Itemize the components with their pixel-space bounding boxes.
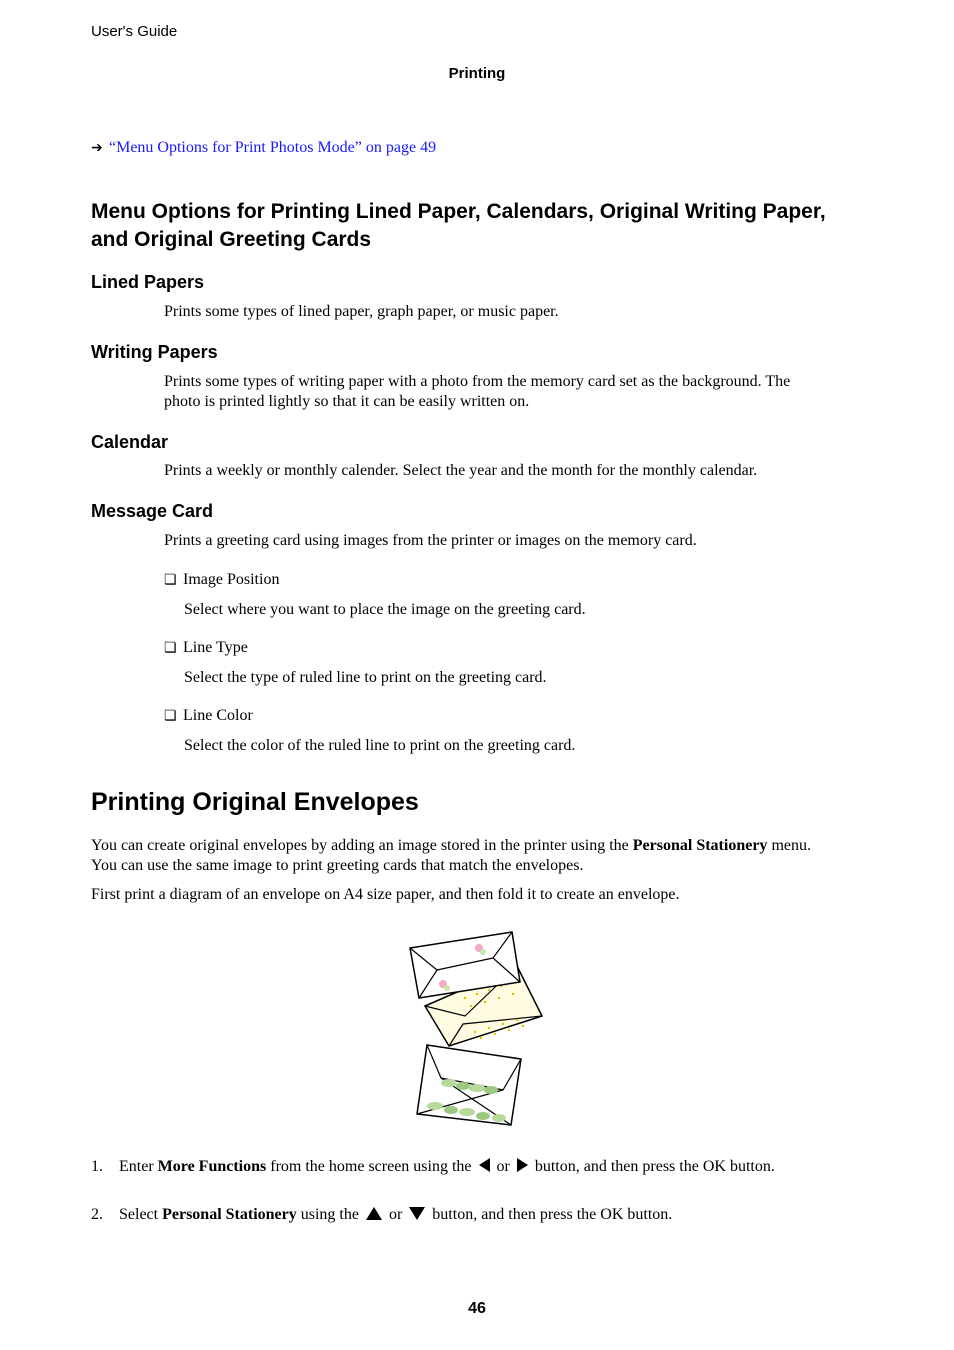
step-number: 2. <box>91 1206 103 1223</box>
lined-papers-text: Prints some types of lined paper, graph paper, or music paper. <box>164 303 559 320</box>
step-1 <box>91 1158 775 1176</box>
text-run: menu. <box>767 837 811 854</box>
text-run: Enter <box>119 1158 158 1175</box>
envelopes-intro <box>91 836 851 876</box>
checkbox-bullet-icon: ❏ <box>164 709 177 724</box>
envelope-illustration <box>405 928 547 1128</box>
step-number: 1. <box>91 1158 103 1175</box>
section-header: Printing <box>448 65 506 82</box>
page-number: 46 <box>468 1300 486 1317</box>
up-arrow-button-icon <box>366 1207 382 1220</box>
text-run: button, and then press the OK button. <box>530 1158 775 1175</box>
option-description: Select the color of the ruled line to print on the greeting card. <box>184 737 576 754</box>
writing-papers-heading: Writing Papers <box>91 342 218 362</box>
menu-options-heading <box>91 198 851 254</box>
option-image-position <box>164 571 279 589</box>
menu-name: Personal Stationery <box>162 1206 297 1223</box>
menu-options-heading-line2: and Original Greeting Cards <box>91 228 372 251</box>
option-label: Image Position <box>183 571 280 588</box>
envelopes-intro-line2: You can use the same image to print greeting cards that match the envelopes. <box>91 857 584 874</box>
cross-reference <box>91 139 436 157</box>
text-run: using the <box>296 1206 363 1223</box>
menu-name: Personal Stationery <box>632 837 768 854</box>
option-label: Line Type <box>183 639 248 656</box>
text-run: button, and then press the OK button. <box>428 1206 673 1223</box>
checkbox-bullet-icon: ❏ <box>164 573 177 588</box>
option-label: Line Color <box>183 707 253 724</box>
menu-name: More Functions <box>157 1158 267 1175</box>
calendar-heading: Calendar <box>91 432 169 452</box>
message-card-text: Prints a greeting card using images from the printer or images on the memory card. <box>164 532 697 549</box>
cross-reference-link[interactable]: “Menu Options for Print Photos Mode” on page 49 <box>109 139 437 156</box>
right-arrow-button-icon <box>517 1158 528 1172</box>
calendar-text: Prints a weekly or monthly calender. Select the year and the month for the monthly calendar. <box>164 462 758 479</box>
lined-papers-heading: Lined Papers <box>91 272 205 292</box>
text-run: or <box>492 1158 514 1175</box>
running-head: User's Guide <box>91 23 178 40</box>
text-run: or <box>384 1206 407 1223</box>
writing-papers-text <box>164 372 854 412</box>
text-run: You can create original envelopes by adding an image stored in the printer using the <box>91 837 633 854</box>
option-description: Select where you want to place the image on the greeting card. <box>184 601 586 618</box>
writing-papers-text-line2: photo is printed lightly so that it can be easily written on. <box>164 393 530 410</box>
left-arrow-button-icon <box>479 1158 490 1172</box>
text-run: Select <box>119 1206 163 1223</box>
envelopes-intro-line1 <box>91 836 851 856</box>
arrow-right-icon: ➔ <box>91 141 103 156</box>
option-line-color <box>164 707 253 725</box>
text-run: from the home screen using the <box>266 1158 476 1175</box>
message-card-heading: Message Card <box>91 501 214 521</box>
envelope-leaves <box>417 1045 521 1125</box>
menu-options-heading-line1: Menu Options for Printing Lined Paper, Calendars, Original Writing Paper, <box>91 200 826 223</box>
writing-papers-text-line1: Prints some types of writing paper with a photo from the memory card set as the background. The <box>164 373 791 390</box>
option-line-type <box>164 639 248 657</box>
checkbox-bullet-icon: ❏ <box>164 641 177 656</box>
down-arrow-button-icon <box>409 1207 425 1220</box>
envelopes-instruction: First print a diagram of an envelope on A4 size paper, and then fold it to create an envelope. <box>91 886 680 903</box>
step-2 <box>91 1206 672 1224</box>
option-description: Select the type of ruled line to print on the greeting card. <box>184 669 547 686</box>
envelopes-heading: Printing Original Envelopes <box>91 788 419 816</box>
